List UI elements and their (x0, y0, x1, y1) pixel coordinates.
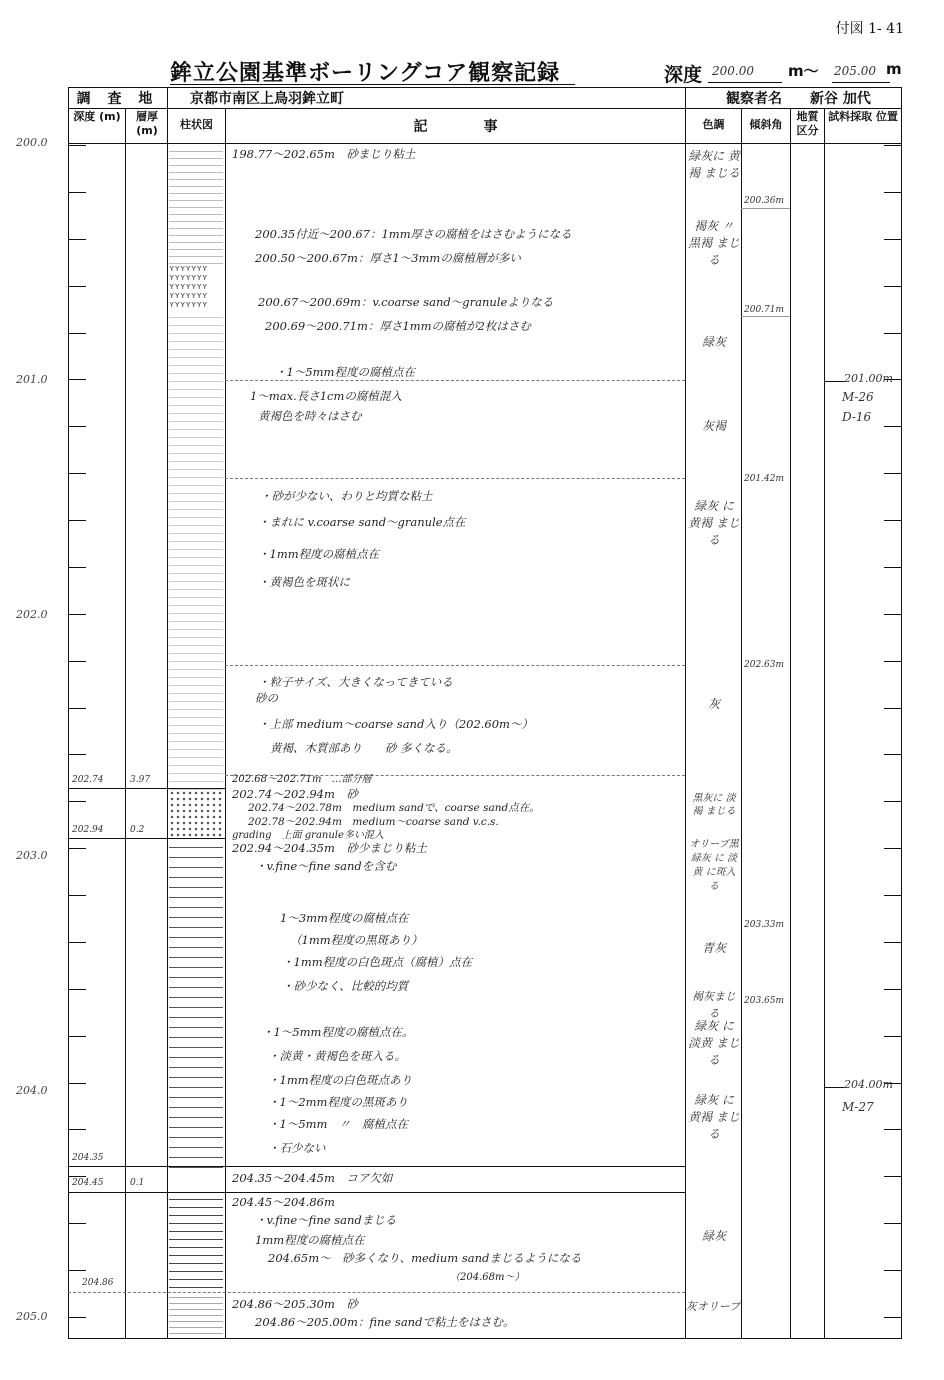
note: 204.86〜205.30m 砂 (232, 1297, 358, 1311)
depth-tick (884, 239, 902, 240)
dashed-201-42 (225, 478, 685, 479)
color-note: 緑灰 (701, 335, 726, 349)
note: 黄褐色を時々はさむ (258, 409, 362, 423)
depth-tick (68, 895, 86, 896)
sample-line-1 (824, 381, 844, 382)
col-line-unit (824, 108, 825, 1339)
note: 1〜3mm程度の腐植点在 (280, 911, 409, 925)
boundary-204-35 (68, 1166, 685, 1167)
col-line-column (225, 108, 226, 1339)
depth-tick (68, 614, 86, 615)
layer-thickness-4: 0.1 (130, 1178, 145, 1188)
boundary-204-86 (68, 1292, 685, 1293)
header-description: 記 事 (413, 119, 498, 135)
depth-to: 205.00 (834, 64, 876, 78)
depth-tick (68, 145, 86, 146)
depth-unit-2: m (886, 60, 902, 78)
note: 1mm程度の腐植点在 (255, 1233, 365, 1247)
depth-tick (68, 754, 86, 755)
depth-tick (68, 1317, 86, 1318)
depth-unit-1: m〜 (788, 62, 819, 80)
note: 200.50〜200.67m：厚さ1〜3mmの腐植層が多い (255, 251, 521, 265)
header-unit: 地質 区分 (796, 110, 819, 137)
note: 202.94〜204.35m 砂少まじり粘土 (232, 841, 427, 855)
observer-label: 観察者名 (726, 91, 782, 107)
depth-tick (884, 708, 902, 709)
column-core-missing (169, 1168, 223, 1192)
depth-tick (884, 192, 902, 193)
note: ・1〜2mm程度の黒斑あり (268, 1095, 408, 1109)
col-line-description (685, 87, 686, 1339)
dip-depth: 203.65m (744, 996, 785, 1006)
dip-line (741, 208, 790, 209)
note: 202.74〜202.94m 砂 (232, 787, 358, 801)
header-depth: 深度 (m) (73, 110, 121, 123)
color-note: 灰 (707, 697, 720, 711)
note: ・v.fine〜fine sandまじる (255, 1213, 397, 1227)
note: ・1mm程度の白色斑点（腐植）点在 (282, 955, 473, 969)
boundary-202-94 (68, 838, 225, 839)
column-clay-2 (169, 310, 223, 790)
note: ・1mm程度の白色斑点あり (268, 1073, 413, 1087)
note: 204.45〜204.86m (232, 1195, 335, 1209)
sample-line-2 (824, 1087, 844, 1088)
row-line-2 (68, 143, 902, 144)
depth-tick (884, 1270, 902, 1271)
dip-line (741, 316, 790, 317)
layer-thickness-1: 3.97 (130, 775, 151, 785)
scale-201: 201.0 (16, 373, 48, 386)
depth-tick (884, 1129, 902, 1130)
color-note: 緑灰 に 黄褐 まじる (688, 1093, 740, 1141)
scale-200: 200.0 (16, 136, 48, 149)
note: ・v.fine〜fine sandを含む (255, 859, 397, 873)
depth-to-underline (832, 82, 890, 83)
note: 1〜max.長さ1cmの腐植混入 (250, 389, 402, 403)
column-silt (169, 838, 223, 1168)
note: ・1〜5mm 〃 腐植点在 (268, 1117, 408, 1131)
depth-tick (884, 286, 902, 287)
note: ・砂が少ない、わりと均質な粘土 (260, 489, 433, 503)
depth-tick (68, 989, 86, 990)
depth-tick (884, 473, 902, 474)
column-humus-band: ʏʏʏʏʏʏʏ ʏʏʏʏʏʏʏ ʏʏʏʏʏʏʏ ʏʏʏʏʏʏʏ ʏʏʏʏʏʏʏ (169, 265, 208, 310)
depth-tick (884, 942, 902, 943)
color-note: 灰オリーブ (685, 1300, 741, 1313)
note: ・1〜5mm程度の腐植点在。 (262, 1025, 414, 1039)
column-sand (169, 790, 223, 838)
color-note: 褐灰 〃 黒褐 まじる (688, 219, 740, 267)
depth-tick (68, 661, 86, 662)
note: grading 上面 granule多い混入 (232, 830, 384, 841)
depth-tick (884, 661, 902, 662)
depth-tick (68, 286, 86, 287)
depth-tick (884, 145, 902, 146)
note: 198.77〜202.65m 砂まじり粘土 (232, 147, 416, 161)
sample-id: D-16 (842, 410, 872, 424)
depth-tick (884, 848, 902, 849)
depth-tick (68, 1270, 86, 1271)
color-note: 緑灰に 黄褐 まじる (688, 149, 740, 180)
depth-tick (68, 942, 86, 943)
col-line-depth (125, 108, 126, 1339)
layer-depth-2: 202.94 (72, 825, 104, 835)
note: 204.35〜204.45m コア欠如 (232, 1171, 393, 1185)
depth-tick (884, 333, 902, 334)
note: ・石少ない (268, 1141, 326, 1155)
scale-204: 204.0 (16, 1084, 48, 1097)
note: 202.78〜202.94m medium〜coarse sand v.c.s. (248, 816, 499, 828)
depth-tick (68, 1083, 86, 1084)
note: 200.35付近〜200.67：1mm厚さの腐植をはさむようになる (255, 227, 572, 241)
note: ・1〜5mm程度の腐植点在 (275, 365, 415, 379)
note: 202.74〜202.78m medium sandで、coarse sand点在。 (248, 802, 540, 814)
survey-location: 京都市南区上鳥羽鉾立町 (190, 91, 344, 107)
note: 砂の (255, 691, 278, 705)
note: ・1mm程度の腐植点在 (258, 547, 380, 561)
note: （204.68m〜） (450, 1272, 525, 1283)
row-line-1 (68, 108, 902, 109)
header-color: 色調 (702, 118, 725, 131)
column-silt-2 (169, 1192, 223, 1292)
header-column: 柱状図 (180, 118, 213, 131)
note: ・淡黄・黄褐色を斑入る。 (268, 1049, 406, 1063)
note: 204.65m〜 砂多くなり、medium sandまじるようになる (268, 1251, 582, 1265)
color-note: 緑灰 (701, 1229, 726, 1243)
color-note: 青灰 (701, 941, 726, 955)
depth-tick (68, 1129, 86, 1130)
color-note: 緑灰 に 淡黄 まじる (688, 1019, 740, 1067)
depth-tick (884, 1036, 902, 1037)
note: 200.67〜200.69m：v.coarse sand〜granuleよりなる (258, 295, 554, 309)
color-note: 緑灰 に 黄褐 まじる (688, 499, 740, 547)
layer-depth-1: 202.74 (72, 775, 104, 785)
depth-tick (68, 1223, 86, 1224)
boundary-202-74 (68, 788, 225, 789)
layer-depth-3: 204.35 (72, 1153, 104, 1163)
note: ・上部 medium〜coarse sand入り（202.60m〜） (258, 717, 533, 731)
header-sample: 試料採取 位置 (828, 110, 898, 123)
depth-tick (68, 708, 86, 709)
scale-205: 205.0 (16, 1310, 48, 1323)
depth-tick (68, 801, 86, 802)
depth-tick (68, 192, 86, 193)
note: 204.86〜205.00m：fine sandで粘土をはさむ。 (255, 1315, 515, 1329)
color-note: オリーブ黒 緑灰 に 淡黄 に斑入る (689, 839, 739, 892)
boundary-204-45 (68, 1192, 685, 1193)
column-clay-1 (169, 145, 223, 265)
scale-202: 202.0 (16, 608, 48, 621)
observer-name: 新谷 加代 (810, 91, 871, 107)
depth-tick (884, 754, 902, 755)
depth-tick (68, 567, 86, 568)
layer-depth-4: 204.45 (72, 1178, 104, 1188)
layer-thickness-2: 0.2 (130, 825, 145, 835)
depth-tick (68, 333, 86, 334)
depth-tick (884, 567, 902, 568)
col-line-color (741, 108, 742, 1339)
depth-tick (68, 239, 86, 240)
note: 202.68〜202.71m …部分層 (232, 774, 372, 785)
depth-range-label: 深度 (664, 64, 703, 86)
depth-tick (68, 520, 86, 521)
depth-tick (884, 1176, 902, 1177)
depth-tick (884, 989, 902, 990)
dip-depth: 203.33m (744, 920, 785, 930)
survey-label: 調 査 地 (76, 91, 159, 107)
depth-tick (68, 379, 86, 380)
col-line-thickness (167, 87, 168, 1339)
depth-tick (884, 1223, 902, 1224)
note: 黄褐、木質部あり 砂 多くなる。 (270, 741, 458, 755)
depth-tick (884, 1317, 902, 1318)
header-thickness: 層厚 (m) (136, 110, 158, 137)
depth-tick (884, 614, 902, 615)
note: ・黄褐色を斑状に (258, 575, 350, 589)
depth-tick (68, 473, 86, 474)
color-note: 黒灰に 淡褐 まじる (692, 793, 736, 817)
scale-203: 203.0 (16, 849, 48, 862)
depth-tick (884, 520, 902, 521)
depth-tick (884, 426, 902, 427)
header-dip: 傾斜角 (749, 118, 783, 131)
layer-depth-5: 204.86 (82, 1278, 114, 1288)
depth-from-underline (708, 82, 782, 83)
dip-depth: 202.63m (744, 660, 785, 670)
dip-depth: 201.42m (744, 474, 785, 484)
dip-depth: 200.71m (744, 305, 785, 315)
page-title: 鉾立公園基準ボーリングコア観察記録 (170, 61, 561, 86)
figure-number: 付図 1- 41 (835, 21, 904, 37)
depth-tick (884, 801, 902, 802)
note: （1mm程度の黒斑あり） (290, 933, 423, 947)
note: 200.69〜200.71m：厚さ1mmの腐植が2枚はさむ (265, 319, 531, 333)
color-note: 灰褐 (701, 419, 726, 433)
sample-depth-2: 204.00m (844, 1078, 893, 1091)
col-line-dip (790, 108, 791, 1339)
depth-tick (68, 848, 86, 849)
sample-id: M-26 (842, 390, 874, 404)
depth-tick (884, 895, 902, 896)
depth-tick (68, 426, 86, 427)
note: ・まれに v.coarse sand〜granule点在 (258, 515, 466, 529)
sample-depth-1: 201.00m (844, 372, 893, 385)
dashed-202-63 (225, 665, 685, 666)
depth-tick (68, 1036, 86, 1037)
column-sand-2 (169, 1292, 223, 1337)
dashed-201 (225, 380, 685, 381)
title-underline (170, 84, 575, 85)
sample-id: M-27 (842, 1100, 874, 1114)
note: ・砂少なく、比較的均質 (282, 979, 409, 993)
dip-depth: 200.36m (744, 196, 785, 206)
depth-from: 200.00 (712, 64, 754, 78)
color-note: 褐灰まじる (692, 990, 736, 1020)
note: ・粒子サイズ、大きくなってきている (258, 675, 453, 689)
